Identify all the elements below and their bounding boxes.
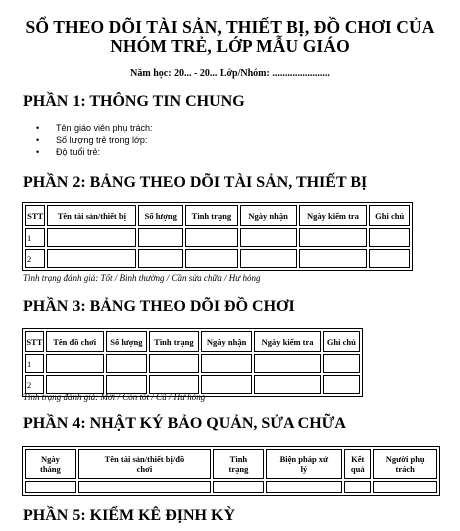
document-title-line-2: NHÓM TRẺ, LỚP MẪU GIÁO bbox=[110, 36, 350, 56]
table-cell[interactable] bbox=[201, 375, 253, 394]
column-header: Tình trạng bbox=[213, 449, 264, 479]
column-header: STT bbox=[25, 205, 45, 226]
document-title-line-1: SỔ THEO DÕI TÀI SẢN, THIẾT BỊ, ĐỒ CHƠI CỦA bbox=[25, 17, 435, 37]
school-year-line: Năm học: 20... - 20... Lớp/Nhóm: ....................... bbox=[130, 68, 330, 79]
table-cell[interactable] bbox=[369, 228, 410, 247]
table-row bbox=[25, 228, 410, 247]
table-cell[interactable] bbox=[240, 228, 297, 247]
column-header: Ngày kiểm tra bbox=[254, 331, 320, 352]
section-4-heading: PHẦN 4: NHẬT KÝ BẢO QUẢN, SỬA CHỮA bbox=[23, 415, 346, 432]
table-cell[interactable] bbox=[185, 249, 238, 268]
table-header-row bbox=[25, 449, 437, 479]
table-cell[interactable] bbox=[240, 249, 297, 268]
info-item-age: • Độ tuổi trẻ: bbox=[36, 146, 153, 158]
table-header-row bbox=[25, 205, 410, 226]
row-number: 1 bbox=[25, 228, 45, 247]
row-number: 1 bbox=[25, 354, 44, 373]
column-header: Biện pháp xử lý bbox=[266, 449, 342, 479]
section-3-heading: PHẦN 3: BẢNG THEO DÕI ĐỒ CHƠI bbox=[23, 298, 295, 315]
table-cell[interactable] bbox=[149, 354, 199, 373]
column-header: Ngày kiểm tra bbox=[299, 205, 368, 226]
section-5-heading: PHẦN 5: KIỂM KÊ ĐỊNH KỲ bbox=[23, 507, 235, 524]
table-cell[interactable] bbox=[138, 228, 183, 247]
table-cell[interactable] bbox=[25, 481, 76, 493]
info-item-teacher: • Tên giáo viên phụ trách: bbox=[36, 122, 153, 134]
table-cell[interactable] bbox=[299, 249, 368, 268]
column-header: Ngày nhận bbox=[240, 205, 297, 226]
column-header: Người phụ trách bbox=[373, 449, 437, 479]
info-item-class-size: • Số lượng trẻ trong lớp: bbox=[36, 134, 153, 146]
table-row bbox=[25, 481, 437, 493]
asset-status-note: Tình trạng đánh giá: Tốt / Bình thường / Cần sửa chữa / Hư hỏng bbox=[23, 273, 261, 283]
column-header: Số lượng bbox=[138, 205, 183, 226]
table-cell[interactable] bbox=[78, 481, 211, 493]
column-header: Tên tài sản/thiết bị/đồ chơi bbox=[78, 449, 211, 479]
column-header: Tình trạng bbox=[185, 205, 238, 226]
table-cell[interactable] bbox=[138, 249, 183, 268]
maintenance-log-table bbox=[22, 446, 440, 496]
table-cell[interactable] bbox=[106, 354, 147, 373]
table-header-row bbox=[25, 331, 360, 352]
column-header: Tình trạng bbox=[149, 331, 199, 352]
table-cell[interactable] bbox=[213, 481, 264, 493]
section-2-heading: PHẦN 2: BẢNG THEO DÕI TÀI SẢN, THIẾT BỊ bbox=[23, 174, 368, 191]
table-cell[interactable] bbox=[201, 354, 253, 373]
table-cell[interactable] bbox=[254, 375, 320, 394]
column-header: Ghi chú bbox=[323, 331, 360, 352]
section-1-heading: PHẦN 1: THÔNG TIN CHUNG bbox=[23, 93, 245, 110]
table-cell[interactable] bbox=[47, 228, 136, 247]
table-cell[interactable] bbox=[323, 354, 360, 373]
table-cell[interactable] bbox=[299, 228, 368, 247]
general-info-list bbox=[36, 122, 153, 158]
toys-table bbox=[22, 328, 363, 397]
column-header: Số lượng bbox=[106, 331, 147, 352]
column-header: STT bbox=[25, 331, 44, 352]
table-cell[interactable] bbox=[373, 481, 437, 493]
row-number: 2 bbox=[25, 375, 44, 394]
table-cell[interactable] bbox=[344, 481, 372, 493]
column-header: Tên đồ chơi bbox=[46, 331, 104, 352]
table-cell[interactable] bbox=[266, 481, 342, 493]
table-cell[interactable] bbox=[254, 354, 320, 373]
table-cell[interactable] bbox=[185, 228, 238, 247]
table-row bbox=[25, 249, 410, 268]
table-row bbox=[25, 354, 360, 373]
table-cell[interactable] bbox=[46, 354, 104, 373]
row-number: 2 bbox=[25, 249, 45, 268]
column-header: Ngày nhận bbox=[201, 331, 253, 352]
table-cell[interactable] bbox=[47, 249, 136, 268]
assets-table bbox=[22, 202, 413, 271]
column-header: Ngày tháng bbox=[25, 449, 76, 479]
column-header: Ghi chú bbox=[369, 205, 410, 226]
column-header: Tên tài sản/thiết bị bbox=[47, 205, 136, 226]
toy-status-note: Tình trạng đánh giá: Mới / Còn tốt / Cũ / Hư hỏng bbox=[23, 392, 206, 402]
table-cell[interactable] bbox=[323, 375, 360, 394]
table-cell[interactable] bbox=[369, 249, 410, 268]
column-header: Kết quả bbox=[344, 449, 372, 479]
